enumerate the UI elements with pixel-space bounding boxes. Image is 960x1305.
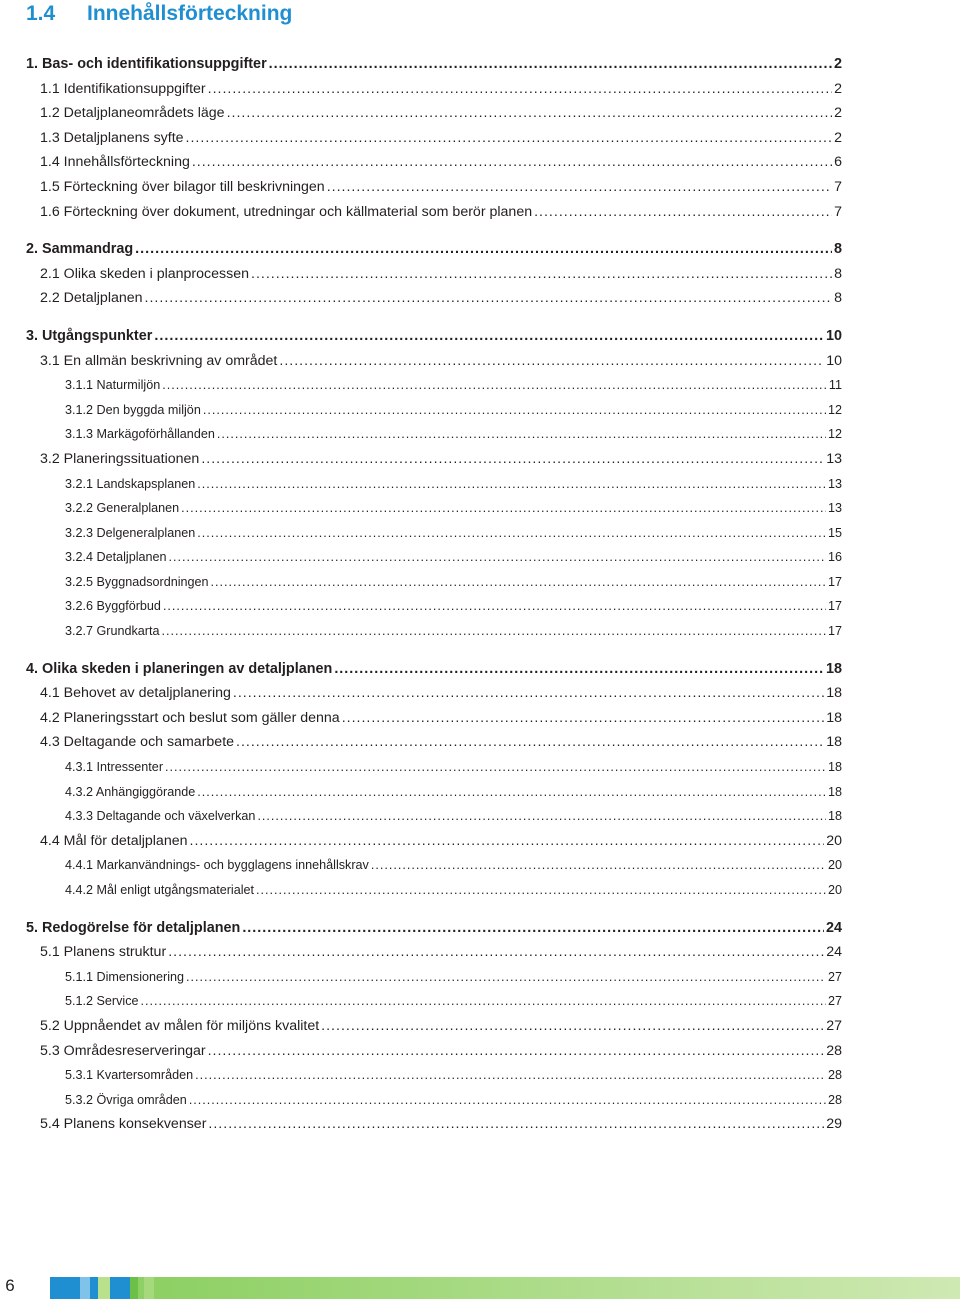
toc-entry-page: 7	[834, 203, 842, 220]
toc-entry[interactable]	[26, 619, 842, 644]
footer-color-bar	[50, 1277, 960, 1299]
toc-leader-dots	[197, 521, 826, 546]
toc-entry[interactable]	[26, 965, 842, 990]
toc-entry-label: 3.2.4 Detaljplanen	[65, 550, 167, 565]
toc-leader-dots	[195, 1063, 826, 1088]
toc-entry-page: 27	[827, 994, 842, 1009]
toc-entry[interactable]	[26, 496, 842, 521]
toc-entry-page: 2	[834, 129, 842, 146]
section-title: Innehållsförteckning	[87, 2, 293, 25]
toc-entry-label: 2.1 Olika skeden i planprocessen	[40, 265, 249, 282]
toc-leader-dots	[181, 496, 826, 521]
toc-leader-dots	[233, 681, 824, 706]
toc-entry-page: 10	[826, 352, 842, 369]
toc-leader-dots	[208, 77, 832, 102]
toc-entry[interactable]	[26, 175, 842, 200]
toc-entry-page: 18	[826, 685, 842, 702]
toc-entry-page: 24	[826, 944, 842, 961]
toc-leader-dots	[145, 286, 833, 311]
toc-leader-dots	[190, 829, 825, 854]
toc-leader-dots	[163, 594, 826, 619]
toc-entry-label: 5.2 Uppnåendet av målen för miljöns kvalitet	[40, 1017, 320, 1034]
toc-entry-page: 12	[827, 402, 842, 417]
toc-entry-page: 28	[827, 1068, 842, 1083]
toc-leader-dots	[169, 545, 826, 570]
toc-entry[interactable]	[26, 1039, 842, 1064]
toc-entry-label: 4.4.2 Mål enligt utgångsmaterialet	[65, 883, 255, 897]
toc-entry-label: 5.3.1 Kvartersområden	[65, 1068, 194, 1083]
toc-leader-dots	[197, 780, 826, 805]
toc-entry-page: 13	[827, 476, 842, 491]
footer-bar-segment	[130, 1277, 138, 1299]
toc-leader-dots	[208, 1039, 825, 1064]
toc-entry-label: 2. Sammandrag	[26, 241, 134, 258]
toc-leader-dots	[141, 989, 826, 1014]
toc-leader-dots	[256, 878, 826, 903]
toc-entry-page: 28	[827, 1092, 842, 1107]
toc-entry[interactable]	[26, 324, 842, 349]
toc-entry[interactable]	[26, 755, 842, 780]
toc-entry-label: 5.3.2 Övriga områden	[65, 1092, 187, 1107]
toc-leader-dots	[321, 1014, 824, 1039]
toc-entry-label: 2.2 Detaljplanen	[40, 290, 143, 307]
footer-bar-segment	[80, 1277, 90, 1299]
toc-entry-label: 1.1 Identifikationsuppgifter	[40, 80, 206, 97]
toc-entry-label: 3.2.5 Byggnadsordningen	[65, 574, 209, 589]
toc-entry-page: 13	[827, 501, 842, 516]
toc-leader-dots	[135, 237, 832, 262]
footer-bar-segment	[50, 1277, 80, 1299]
toc-entry-label: 4.3.2 Anhängiggörande	[65, 784, 196, 799]
toc-leader-dots	[211, 570, 826, 595]
toc-entry[interactable]	[26, 916, 842, 941]
toc-entry-page: 27	[827, 969, 842, 984]
toc-entry-label: 1.2 Detaljplaneområdets läge	[40, 105, 225, 122]
toc-entry-label: 3.2.7 Grundkarta	[65, 624, 160, 639]
toc-entry-label: 3.1 En allmän beskrivning av området	[40, 352, 278, 369]
toc-entry[interactable]	[26, 262, 842, 287]
toc-leader-dots	[154, 324, 824, 349]
toc-entry-label: 3.2 Planeringssituationen	[40, 450, 200, 467]
toc-leader-dots	[257, 804, 826, 829]
toc-entry-page: 20	[826, 832, 842, 849]
toc-entry-page: 10	[825, 327, 842, 344]
toc-entry-page: 20	[827, 883, 842, 897]
toc-entry[interactable]	[26, 1112, 842, 1137]
toc-entry[interactable]	[26, 447, 842, 472]
toc-entry-label: 5.4 Planens konsekvenser	[40, 1116, 207, 1133]
toc-entry-label: 4.1 Behovet av detaljplanering	[40, 685, 231, 702]
toc-leader-dots	[217, 422, 826, 447]
toc-entry[interactable]	[26, 878, 842, 903]
toc-entry[interactable]	[26, 101, 842, 126]
toc-leader-dots	[334, 657, 824, 682]
toc-entry[interactable]	[26, 200, 842, 225]
toc-entry-page: 24	[825, 919, 842, 936]
toc-leader-dots	[236, 730, 824, 755]
toc-entry-page: 18	[826, 709, 842, 726]
toc-leader-dots	[342, 706, 825, 731]
toc-entry-page: 13	[826, 450, 842, 467]
toc-entry-page: 28	[826, 1042, 842, 1059]
toc-leader-dots	[168, 940, 824, 965]
toc-leader-dots	[192, 150, 832, 175]
toc-entry-page: 18	[827, 784, 842, 799]
toc-entry-page: 18	[827, 760, 842, 775]
toc-entry[interactable]	[26, 853, 842, 878]
toc-entry-label: 5.1.2 Service	[65, 994, 139, 1009]
toc-entry[interactable]	[26, 657, 842, 682]
toc-entry-page: 18	[826, 734, 842, 751]
toc-entry-page: 16	[827, 550, 842, 565]
toc-entry-page: 2	[833, 56, 842, 72]
toc-entry[interactable]	[26, 349, 842, 374]
toc-leader-dots	[165, 755, 826, 780]
toc-entry-page: 8	[833, 241, 842, 258]
toc-entry-page: 15	[827, 525, 842, 540]
toc-entry-label: 3. Utgångspunkter	[26, 327, 153, 344]
toc-entry[interactable]	[26, 681, 842, 706]
toc-entry-page: 11	[828, 378, 842, 393]
toc-entry-label: 4. Olika skeden i planeringen av detaljplanen	[26, 660, 333, 677]
toc-entry-label: 5.1 Planens struktur	[40, 944, 167, 961]
toc-entry[interactable]	[26, 237, 842, 262]
footer-bar-segment	[144, 1277, 154, 1299]
toc-entry[interactable]	[26, 730, 842, 755]
toc-entry-page: 20	[827, 858, 842, 873]
toc-entry-page: 8	[834, 290, 842, 307]
toc-entry-page: 18	[827, 809, 842, 824]
table-of-contents	[26, 52, 842, 1137]
toc-entry[interactable]	[26, 398, 842, 423]
toc-entry-label: 3.1.3 Markägoförhållanden	[65, 427, 215, 442]
toc-leader-dots	[186, 965, 826, 990]
page-number: 6	[5, 1276, 15, 1295]
toc-entry-page: 27	[826, 1017, 842, 1034]
toc-entry[interactable]	[26, 940, 842, 965]
toc-entry-page: 8	[834, 265, 842, 282]
toc-entry-label: 3.2.3 Delgeneralplanen	[65, 525, 196, 540]
toc-entry-label: 5.3 Områdesreserveringar	[40, 1042, 206, 1059]
toc-entry-label: 1.6 Förteckning över dokument, utredningar och källmaterial som berör planen	[40, 203, 533, 220]
toc-entry-label: 5.1.1 Dimensionering	[65, 969, 185, 984]
toc-entry[interactable]	[26, 472, 842, 497]
toc-entry[interactable]	[26, 52, 842, 77]
toc-entry-label: 3.1.1 Naturmiljön	[65, 378, 161, 393]
toc-entry[interactable]	[26, 804, 842, 829]
footer-bar-segment	[154, 1277, 960, 1299]
footer-bar-segment	[90, 1277, 98, 1299]
toc-entry[interactable]	[26, 1014, 842, 1039]
footer-bar-segment	[110, 1277, 130, 1299]
section-number: 1.4	[26, 2, 56, 25]
toc-leader-dots	[534, 200, 832, 225]
section-heading	[26, 2, 292, 26]
toc-entry-label: 4.4.1 Markanvändnings- och bygglagens innehållskrav	[65, 858, 369, 873]
toc-entry-page: 17	[827, 599, 842, 614]
toc-leader-dots	[197, 472, 826, 497]
toc-leader-dots	[251, 262, 832, 287]
toc-entry-label: 1.5 Förteckning över bilagor till beskrivningen	[40, 178, 325, 195]
toc-entry-label: 3.1.2 Den byggda miljön	[65, 402, 201, 417]
toc-entry-label: 3.2.1 Landskapsplanen	[65, 476, 196, 491]
toc-entry-label: 4.2 Planeringsstart och beslut som gäller denna	[40, 709, 340, 726]
toc-leader-dots	[162, 619, 826, 644]
toc-entry[interactable]	[26, 150, 842, 175]
toc-entry-label: 1. Bas- och identifikationsuppgifter	[26, 56, 267, 72]
toc-entry-label: 1.4 Innehållsförteckning	[40, 154, 190, 171]
toc-entry-label: 4.4 Mål för detaljplanen	[40, 832, 188, 849]
toc-entry[interactable]	[26, 706, 842, 731]
toc-leader-dots	[371, 853, 826, 878]
toc-entry-page: 17	[827, 574, 842, 589]
toc-leader-dots	[203, 398, 826, 423]
toc-entry-page: 12	[827, 427, 842, 442]
toc-entry-label: 4.3.1 Intressenter	[65, 760, 164, 775]
toc-entry-label: 3.2.6 Byggförbud	[65, 599, 161, 614]
toc-entry-page: 17	[827, 624, 842, 639]
toc-entry[interactable]	[26, 126, 842, 151]
footer-bar-segment	[98, 1277, 110, 1299]
toc-entry[interactable]	[26, 780, 842, 805]
toc-entry[interactable]	[26, 422, 842, 447]
toc-entry-label: 5. Redogörelse för detaljplanen	[26, 919, 241, 936]
toc-entry[interactable]	[26, 545, 842, 570]
toc-leader-dots	[201, 447, 824, 472]
toc-entry-page: 7	[834, 178, 842, 195]
toc-entry[interactable]	[26, 77, 842, 102]
toc-leader-dots	[227, 101, 833, 126]
toc-entry-label: 1.3 Detaljplanens syfte	[40, 129, 184, 146]
toc-entry-page: 2	[834, 105, 842, 122]
toc-entry-label: 4.3.3 Deltagande och växelverkan	[65, 809, 256, 824]
toc-leader-dots	[189, 1088, 826, 1113]
toc-entry-label: 3.2.2 Generalplanen	[65, 501, 180, 516]
toc-entry-page: 29	[826, 1116, 842, 1133]
toc-entry[interactable]	[26, 594, 842, 619]
toc-leader-dots	[279, 349, 824, 374]
toc-entry[interactable]	[26, 521, 842, 546]
toc-entry[interactable]	[26, 286, 842, 311]
toc-entry-page: 18	[825, 660, 842, 677]
toc-leader-dots	[208, 1112, 824, 1137]
toc-entry-page: 6	[834, 154, 842, 171]
toc-entry[interactable]	[26, 989, 842, 1014]
toc-entry[interactable]	[26, 1063, 842, 1088]
toc-entry[interactable]	[26, 1088, 842, 1113]
toc-leader-dots	[269, 52, 832, 77]
toc-leader-dots	[186, 126, 833, 151]
toc-entry-label: 4.3 Deltagande och samarbete	[40, 734, 235, 751]
toc-leader-dots	[327, 175, 832, 200]
toc-leader-dots	[162, 373, 827, 398]
toc-entry-page: 2	[834, 80, 842, 97]
toc-entry[interactable]	[26, 829, 842, 854]
toc-entry[interactable]	[26, 570, 842, 595]
toc-entry[interactable]	[26, 373, 842, 398]
toc-leader-dots	[242, 916, 824, 941]
